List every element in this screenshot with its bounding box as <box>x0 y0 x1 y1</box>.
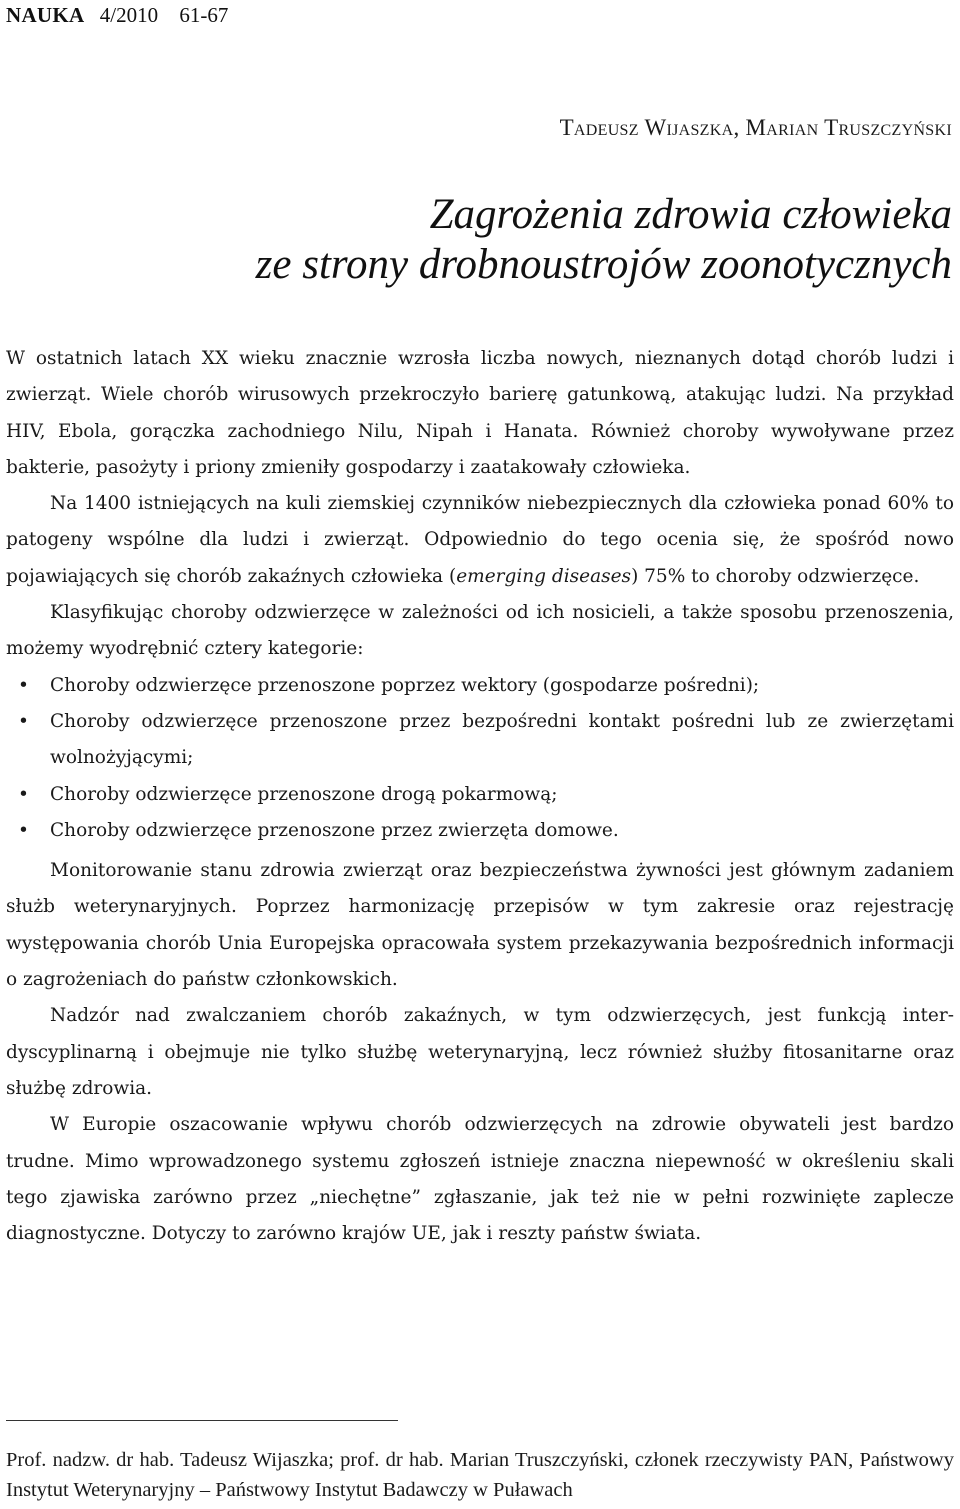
emerging-diseases-term: emerging diseases <box>456 565 632 587</box>
journal-name: NAUKA <box>6 3 85 27</box>
list-item: • Choroby odzwierzęce przenoszone drogą pokarmową; <box>6 777 954 813</box>
paragraph-6: W Europie oszacowanie wpływu chorób odzwierzęcych na zdrowie obywateli jest bardzo trudne. Mimo wprowadzonego systemu zgłoszeń istnieje znaczna niepewność w określeniu skali tego zjawiska zarówno przez „niechętne” zgłaszanie, jak też nie w pełni rozwinięte zaplecze diagnostyczne. Dotyczy to zarówno krajów UE, jak i reszty państw świata. <box>6 1114 954 1245</box>
article-title <box>52 190 952 290</box>
list-item: • Choroby odzwierzęce przenoszone przez zwierzęta domowe. <box>6 813 954 849</box>
paragraph-5: Nadzór nad zwalczaniem chorób zakaźnych, w tym odzwierzęcych, jest funkcją interdyscyplinarną i obejmuje nie tylko służbę weterynaryjną, lecz również służby fitosanitarne oraz służbę zdrowia. <box>6 1005 954 1099</box>
paragraph-2-text-before: Na 1400 istniejących na kuli ziemskiej czynników niebezpiecznych dla człowieka ponad 60% to patogeny wspólne dla ludzi i zwierząt. Odpowiednio do tego ocenia się, że spośród nowo pojawiających się chorób zakaźnych człowieka ( <box>6 493 954 587</box>
running-head <box>6 2 228 28</box>
paragraph-2 <box>6 486 954 595</box>
title-line-1: Zagrożenia zdrowia człowieka <box>429 191 952 238</box>
title-line-2: ze strony drobnoustrojów zoonotycznych <box>255 241 952 288</box>
issue-number: 4/2010 <box>99 3 159 27</box>
paragraph-4: Monitorowanie stanu zdrowia zwierząt oraz bezpieczeństwa żywności jest głównym zadaniem służb weterynaryjnych. Poprzez harmonizację przepisów w tym zakresie oraz rejestrację występowania chorób Unia Europejska opracowała system przekazywania bezpośrednich informacji o zagrożeniach do państw członkowskich. <box>6 860 954 991</box>
list-item: • Choroby odzwierzęce przenoszone poprzez wektory (gospodarze pośredni); <box>6 668 954 704</box>
author-affiliation-footnote: Prof. nadzw. dr hab. Tadeusz Wijaszka; prof. dr hab. Marian Truszczyński, członek rzeczywisty PAN, Państwowy Instytut Weterynaryjny – Państwowy Instytut Badawczy w Puławach <box>6 1449 954 1501</box>
category-list <box>6 668 954 849</box>
list-item: • Choroby odzwierzęce przenoszone przez bezpośredni kontakt pośredni lub ze zwierzętami wolnożyjącymi; <box>6 704 954 777</box>
paragraph-1: W ostatnich latach XX wieku znacznie wzrosła liczba nowych, nieznanych dotąd chorób ludzi i zwierząt. Wiele chorób wirusowych przekroczyło barierę gatunkową, atakując ludzi. Na przykład HIV, Ebola, gorączka zachodniego Nilu, Nipah i Hanata. Również choroby wywoływane przez bakterie, pasożyty i priony zmieniły gospodarzy i zaatakowały człowieka. <box>6 348 954 478</box>
paragraph-2-text-after: ) 75% to choroby odzwierzęce. <box>631 565 920 587</box>
author-names: Tadeusz Wijaszka, Marian Truszczyński <box>559 115 952 140</box>
paragraph-3: Klasyfikując choroby odzwierzęce w zależności od ich nosicieli, a także sposobu przenoszenia, możemy wyodrębnić cztery kategorie: <box>6 602 954 660</box>
abstract-body <box>6 341 954 1252</box>
footnote-divider <box>6 1420 398 1421</box>
page-range: 61-67 <box>179 3 229 27</box>
